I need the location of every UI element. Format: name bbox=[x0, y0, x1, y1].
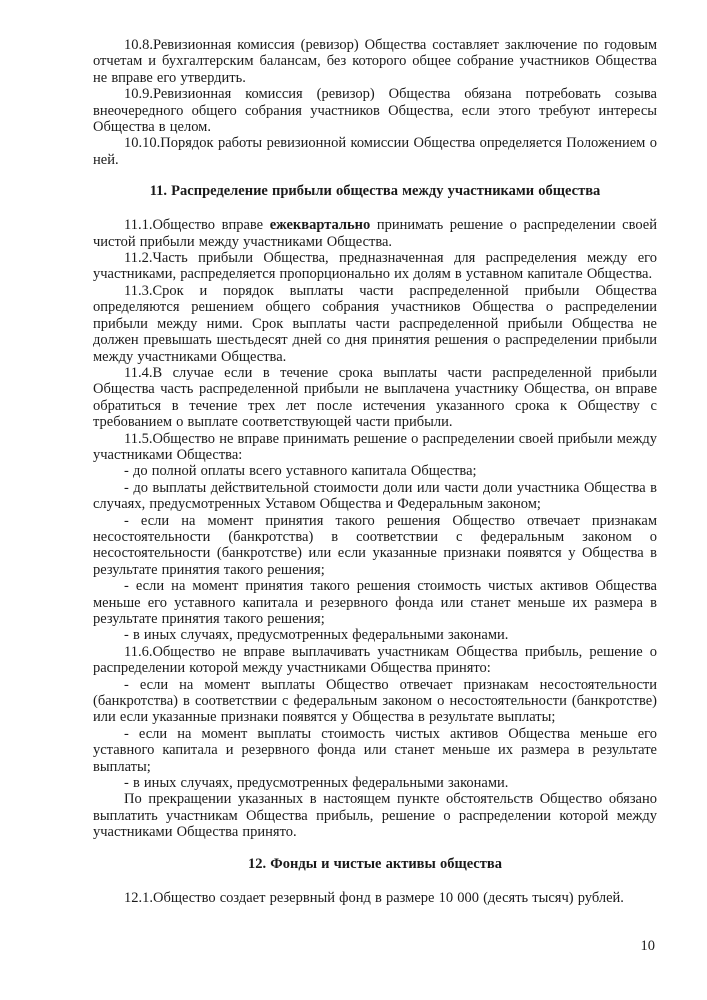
paragraph-segment: - в иных случаях, предусмотренных федеральными законами. bbox=[124, 627, 509, 644]
paragraph-segment: 11.5.Общество не вправе принимать решение о распределении своей прибыли между участниками Общества: bbox=[93, 430, 657, 463]
paragraph-segment: 10.9.Ревизионная комиссия (ревизор) Общества обязана потребовать созыва внеочередного общего собрания участников Общества, если этого требуют интересы Общества в целом. bbox=[93, 86, 657, 136]
paragraph bbox=[93, 37, 657, 86]
paragraph-segment: 10.8.Ревизионная комиссия (ревизор) Общества составляет заключение по годовым отчетам и бухгалтерским балансам, без которого общее собрание участников Общества не вправе его утвердить. bbox=[93, 37, 657, 86]
paragraph bbox=[93, 250, 657, 283]
paragraph bbox=[93, 627, 657, 643]
section-heading: 12. Фонды и чистые активы общества bbox=[248, 855, 502, 872]
paragraph bbox=[93, 135, 657, 168]
paragraph-segment: 11.1.Общество вправе bbox=[124, 217, 270, 234]
paragraph-segment: 11.3.Срок и порядок выплаты части распределенной прибыли Общества определяются решением общего собрания участников Общества о распределении прибыли между ними. Срок выплаты части распределенной прибыли Общества не должен превышать шестьдесят дней со дня принятия решения о распределении прибыли между участниками Общества. bbox=[93, 282, 657, 365]
paragraph-segment: 11.4.В случае если в течение срока выплаты части распределенной прибыли Общества часть распределенной прибыли не выплачена участнику Общества, он вправе обратиться в течение трех лет после истечения указанного срока к Обществу с требованием о выплате соответствующей части прибыли. bbox=[93, 364, 657, 431]
paragraph-segment: - если на момент принятия такого решения стоимость чистых активов Общества меньше его уставного капитала и резервного фонда или станет меньше их размера в результате принятия такого решения; bbox=[93, 578, 657, 627]
paragraph bbox=[93, 644, 657, 677]
paragraph bbox=[93, 578, 657, 627]
page-number: 10 bbox=[640, 938, 655, 954]
paragraph-segment: 12.1.Общество создает резервный фонд в размере 10 000 (десять тысяч) рублей. bbox=[124, 889, 624, 906]
paragraph bbox=[93, 365, 657, 431]
paragraph bbox=[93, 775, 657, 791]
paragraph-segment: 11.2.Часть прибыли Общества, предназначенная для распределения между его участниками, распределяется пропорционально их долям в уставном капитале Общества. bbox=[93, 250, 657, 283]
paragraph-segment: 10.10.Порядок работы ревизионной комиссии Общества определяется Положением о ней. bbox=[93, 135, 657, 168]
paragraph bbox=[93, 463, 657, 479]
paragraph-segment: - до выплаты действительной стоимости доли или части доли участника Общества в случаях, предусмотренных Уставом Общества и Федеральным законом; bbox=[93, 479, 657, 513]
document-body bbox=[93, 37, 657, 906]
paragraph-segment: принимать решение о распределении своей чистой прибыли между участниками Общества. bbox=[93, 217, 657, 250]
paragraph-segment: - до полной оплаты всего уставного капитала Общества; bbox=[124, 463, 477, 480]
paragraph-segment-bold: ежеквартально bbox=[269, 217, 371, 234]
paragraph-segment: - в иных случаях, предусмотренных федеральными законами. bbox=[124, 775, 509, 792]
paragraph-segment: По прекращении указанных в настоящем пункте обстоятельств Общество обязано выплатить участникам Общества прибыль, решение о распределении которой между участниками Общества принято. bbox=[93, 791, 657, 841]
paragraph bbox=[93, 890, 657, 906]
paragraph-segment: - если на момент выплаты стоимость чистых активов Общества меньше его уставного капитала и резервного фонда или станет меньше их размера в результате выплаты; bbox=[93, 725, 657, 775]
paragraph bbox=[93, 283, 657, 365]
paragraph-segment: - если на момент выплаты Общество отвечает признакам несостоятельности (банкротства) в соответствии с федеральным законом о несостоятельности (банкротстве) или если указанные признаки появятся у Общества в результате выплаты; bbox=[93, 676, 657, 726]
paragraph bbox=[93, 791, 657, 840]
paragraph bbox=[93, 480, 657, 513]
section-heading: 11. Распределение прибыли общества между участниками общества bbox=[149, 183, 601, 200]
paragraph-segment: - если на момент принятия такого решения Общество отвечает признакам несостоятельности (банкротства) в соответствии с федеральным законом о несостоятельности (банкротстве) или если указанные признаки появятся у Общества в результате принятия такого решения; bbox=[93, 512, 657, 578]
paragraph bbox=[93, 86, 657, 135]
paragraph bbox=[93, 217, 657, 250]
paragraph bbox=[93, 726, 657, 775]
paragraph bbox=[93, 513, 657, 579]
paragraph bbox=[93, 431, 657, 464]
paragraph-segment: 11.6.Общество не вправе выплачивать участникам Общества прибыль, решение о распределении которой между участниками Общества принято: bbox=[93, 643, 657, 677]
paragraph bbox=[93, 677, 657, 726]
